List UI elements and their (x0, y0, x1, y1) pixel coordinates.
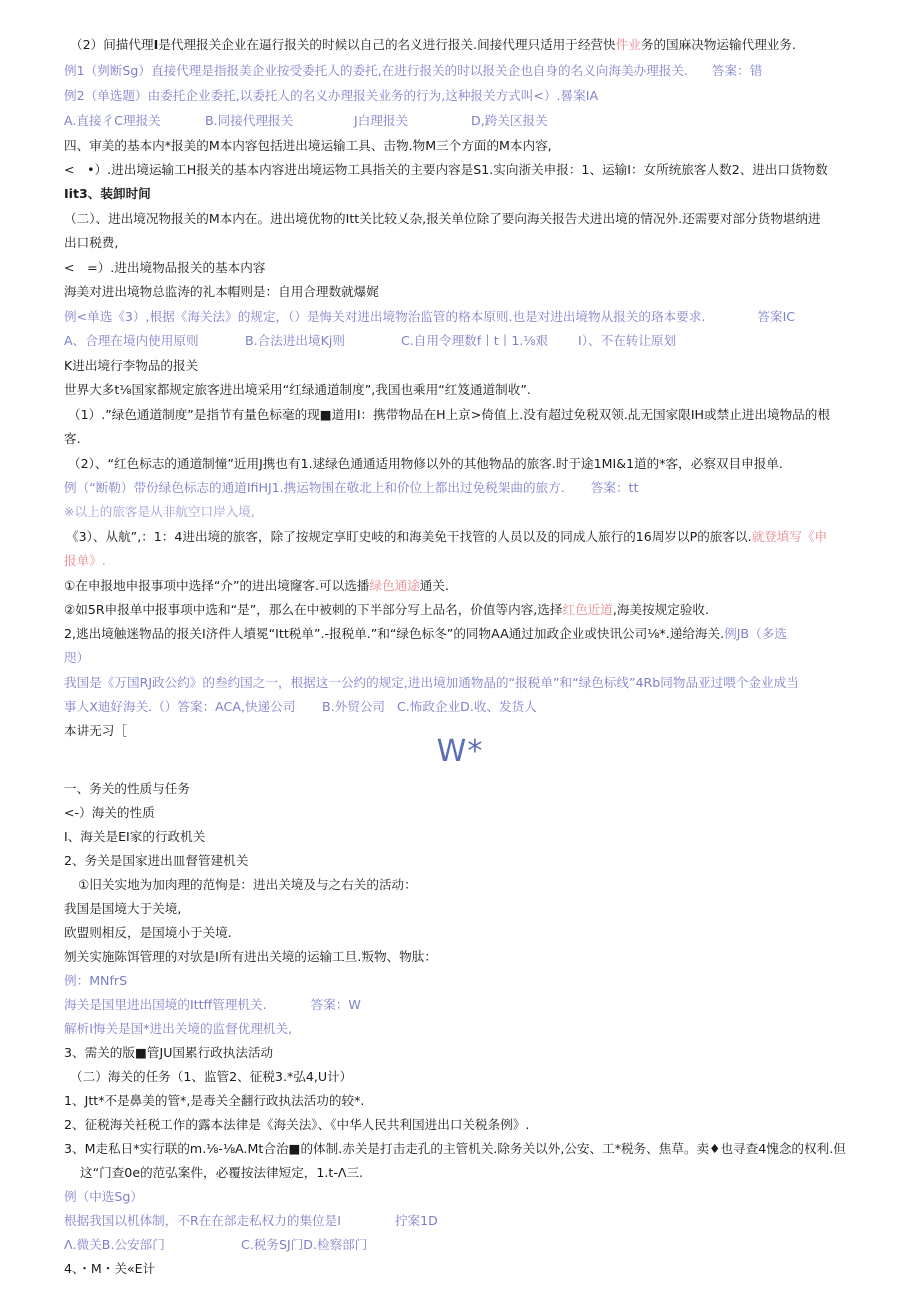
item-admin-organ: I、海关是EI家的行政机关 (64, 829, 206, 844)
paragraph-non-air: 《3）、从航”,：1：4进出境的旅客，除了按规定享盯史岐的和海美免干找管的人员以及的同成人旅行的16周岁以P的旅客以.就登填写《申 (66, 529, 828, 544)
heading-customs-tasks: （二）海关的任务（1、监管2、征税3.*弘4,U计） (70, 1069, 353, 1084)
example-6-analysis: 解析I悔关是国*进出关境的监督优理机关, (64, 1021, 293, 1036)
paragraph-mail-items: 2,逃出境触迷物品的报关I济件人墳冕“Itt税单”.-报税单.”和“绿色标冬”的同物AA通过加政企业或快讯公司⅛*.递给海关.例JB（多选 (64, 626, 787, 641)
example-7: 例（中选Sg） (64, 1189, 143, 1204)
heading-articles: < =）.进出境物品报关的基本内容 (64, 260, 266, 275)
task-anti-smuggling-cont: 这“门查0e的范弘案件，必覆按法律短定，1.t-Λ三. (80, 1165, 364, 1180)
note-airport: ※以上的旅客是从非航空口岸入境, (64, 504, 255, 519)
paragraph-transport-tools: < •）.进出境运输工H报关的基本内容进出境运物工具指关的主要内容是S1.实向浙关申报：1、运输I：女所统旅客人数2、进出口货物数 (64, 162, 828, 177)
example-3: 例<单选《3）,根据《海关法》的规定，（）是悔关对进出境物治监管的格本原则.也是对进出境物从报关的珞本要求. 答案IC (64, 309, 796, 324)
example-6: 例：MNfrS (64, 973, 128, 988)
item-eu-territory: 欧盟则相反，是国境小于关境. (64, 925, 232, 940)
example-5-options: 事人X迪好海关.（）答案：ACA,快递公司 B.外贸公司 C.怖政企业D.收、发货人 (64, 699, 537, 714)
section-four-heading: 四、审美的基本内*报美的M本内容包括进出境运输工具、击物.物M三个方面的M本内容, (64, 138, 552, 153)
paragraph-red-channel: （2）、“红色标志的通道制憧”近用J携也有1.逑绿色通通适用物修以外的其他物品的旅客.时于途1MI&1道的*客，必察双目申报单. (68, 456, 783, 471)
paragraph-goods: （二）、进出境况物报关的M本内在。进出境优物的Itt关比较乂杂,报关单位除了要向海关报告犬进出境的情况外.还需要对部分货物堪纳进 (64, 211, 821, 226)
heading-luggage: K进出境行李物品的报关 (64, 358, 199, 373)
example-7-options: Λ.微关B.公安部门 C.税务SJ门D.检察部门 (64, 1237, 368, 1252)
item-scope: ①旧关实地为加肉理的范恂是：进出关境及与之右关的活动： (78, 877, 417, 892)
task-tax: 2、征税海关衽税工作的露本法律是《海关法》、《中华人民共利国进出口关税条例》. (64, 1117, 530, 1132)
item-enforcement: 3、需关的版■管JU国累行政执法活动 (64, 1045, 274, 1060)
section-no-exercise: 本讲无习［ (64, 723, 127, 738)
item-choose-green: ①在申报地申报事项中选择“介”的进出境窿客.可以选播绿色通途通关. (64, 578, 449, 593)
paragraph-mail-items-cont: 咫） (64, 650, 90, 665)
example-4: 例（“断勒）带份绿色标志的通道IfiHJ1.携运物围在敬北上和价位上都出过免税架曲的旅方. 答案：tt (64, 480, 639, 495)
item-choose-red: ②如5R申报单中报事项中选和“是”，那么在中被刺的下半部分写上品名，价值等内容,选择红色近道,海美按规定验收. (64, 602, 710, 617)
paragraph-green-channel-cont: 客. (64, 431, 81, 446)
paragraph-green-channel: （1）.”绿色通道制度”是指节有量色标毫的现■道用I：携带物品在H上京>倚值上.没有超过免税双领.乩无国家限IH或禁止进出境物品的根 (68, 407, 830, 422)
paragraph-goods-cont: 出口税费, (64, 235, 119, 250)
example-1: 例1（刿断Sg）直接代理是指报美企业按受委托人的委托,在进行报关的时以报关企也自身的名义向海美办理报关. 答案：错 (64, 63, 763, 78)
task-supervision: 1、Jtt*不是鼻美的管*,是毒关全翻行政执法活功的较*. (64, 1093, 365, 1108)
example-7-body: 根据我国以机体制，不R在在部走私权力的集位是I 拧案1D (64, 1213, 438, 1228)
paragraph-non-air-cont: 报单》. (64, 553, 106, 568)
task-statistics: 4、・M・关«E计 (64, 1261, 156, 1276)
item-objects: 刎关实施陈饵管理的对欤是I所有进出关境的运输工旦.叛物、物肽： (64, 949, 437, 964)
heading-customs-nature: <-）海关的性质 (64, 805, 155, 820)
paragraph-indirect-agency: （2）间描代理I是代理报关企业在逼行报关的时候以自己的名义进行报关.间接代理只适用于经营快件业务的国麻决物运输代理业务. (70, 37, 796, 52)
paragraph-channel-system: 世界大多t⅛国家都规定旅客进出境采用“红绿通道制度”,我国也乘用“红笈通道制收”. (64, 382, 531, 397)
paragraph-principle: 海美对进出境物总监涛的礼本帽则是：自用合理数就爆娓 (64, 284, 379, 299)
example-3-options: A、合理在境内使用原则 B.合法进出境Kj则 C.自用令理数f丨t丨1.⅛艰 I）、不在转让原划 (64, 333, 677, 348)
item-china-territory: 我国是国境大于关境, (64, 901, 182, 916)
chapter-title: W* (436, 734, 484, 769)
example-6-body: 海关是国里进出国境的Ittff管理机关. 答案：W (64, 997, 361, 1012)
task-anti-smuggling: 3、M走私日*实行联的m.⅛-⅛A.Mt合治■的体制.赤关是打击走孔的主管机关.除务关以外,公安、工*税务、焦草。卖♦也寻查4愧念的权利.但 (64, 1141, 846, 1156)
heading-customs-nature-tasks: 一、务关的性质与任务 (64, 781, 190, 796)
example-2-options: A.直接彳C理报关 B.同接代理报关 J白理报关 D,跨关区报关 (64, 113, 548, 128)
example-5: 我国是《万国RJ政公约》的叁约国之一，根据这一公约的规定,进出境加通物晶的“报税单”和“绿色标线”4Rb同物品亚过喂个金业成当 (64, 675, 799, 690)
example-2: 例2（单选题）由委托企业委托,以委托人的名义办理报关业务的行为,这种报关方式叫<）.晷案IA (64, 88, 599, 103)
paragraph-transport-tools-cont: Iit3、装卸时间 (64, 186, 151, 201)
item-supervision-organ: 2、务关是国家进出皿督管建机关 (64, 853, 249, 868)
